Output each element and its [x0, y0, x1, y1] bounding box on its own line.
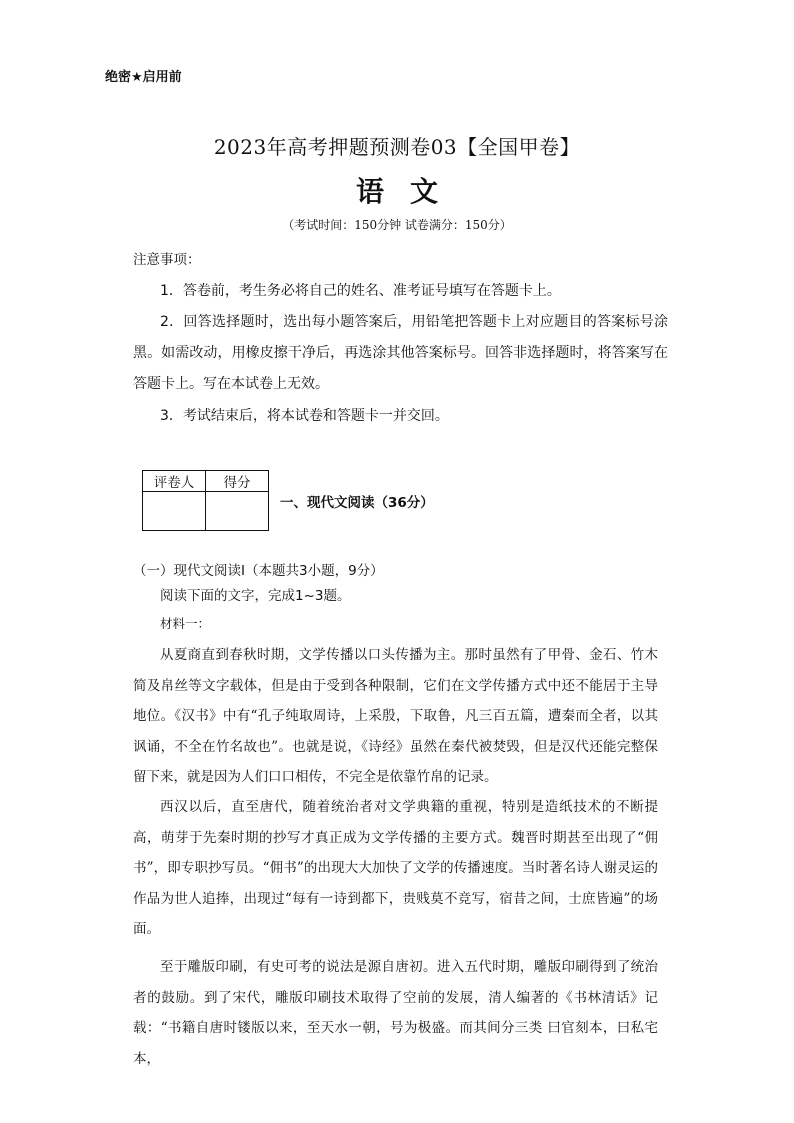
notice-heading: 注意事项： [133, 252, 201, 268]
notice-item-3: 3．考试结束后，将本试卷和答题卡一并交回。 [160, 408, 449, 424]
grader-cell[interactable] [143, 492, 206, 531]
exam-time-and-score: （考试时间：150分钟 试卷满分：150分） [282, 218, 512, 232]
confidential-label: 绝密★启用前 [105, 70, 182, 85]
passage-paragraph-2: 西汉以后，直至唐代，随着统治者对文学典籍的重视，特别是造纸技术的不断提高，萌芽于先秦时期的抄写才真正成为文学传播的主要方式。魏晋时期甚至出现了“佣书”，即专职抄写员。“佣书”的出现大大加快了文学的传播速度。当时著名诗人谢灵运的作品为世人追捧，出现过“每有一诗到都下，贵贱莫不竞写，宿昔之间，士庶皆遍”的场面。 [133, 799, 658, 937]
passage-paragraph-1: 从夏商直到春秋时期，文学传播以口头传播为主。那时虽然有了甲骨、金石、竹木简及帛丝等文字载体，但是由于受到各种限制，它们在文学传播方式中还不能居于主导地位。《汉书》中有“孔子纯取周诗，上采殷，下取鲁，凡三百五篇，遭秦而全者，以其讽诵，不全在竹名故也”。也就是说，《诗经》虽然在秦代被焚毁，但是汉代还能完整保留下来，就是因为人们口口相传，不完全是依靠竹帛的记录。 [133, 647, 658, 785]
part-title: （一）现代文阅读Ⅰ（本题共3小题，9分） [133, 563, 384, 579]
score-table [142, 470, 269, 531]
grader-label: 评卷人 [143, 471, 206, 492]
notice-item-2: 2．回答选择题时，选出每小题答案后，用铅笔把答题卡上对应题目的答案标号涂黑。如需改动，用橡皮擦干净后，再选涂其他答案标号。回答非选择题时，将答案写在答题卡上。写在本试卷上无效。 [133, 314, 668, 392]
reading-instruction: 阅读下面的文字，完成1~3题。 [160, 588, 351, 604]
notice-item-1: 1．答卷前，考生务必将自己的姓名、准考证号填写在答题卡上。 [160, 283, 561, 299]
score-cell[interactable] [206, 492, 269, 531]
passage-paragraph-3: 至于雕版印刷，有史可考的说法是源自唐初。进入五代时期，雕版印刷得到了统治者的鼓励。到了宋代，雕版印刷技术取得了空前的发展，清人编著的《书林清话》记载：“书籍自唐时镂版以来，至天水一朝，号为极盛。而其间分三类 曰官刻本，曰私宅本， [133, 959, 658, 1067]
subject-title: 语文 [355, 175, 464, 208]
material-label: 材料一： [160, 616, 211, 631]
section-title: 一、现代文阅读（36分） [280, 495, 434, 511]
exam-title: 2023年高考押题预测卷03【全国甲卷】 [213, 135, 581, 159]
score-label: 得分 [206, 471, 269, 492]
